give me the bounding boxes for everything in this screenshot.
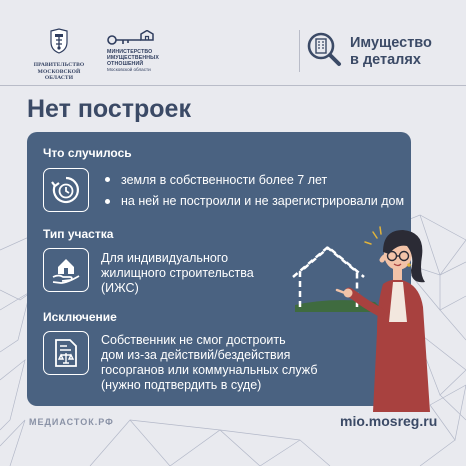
- ministry-logo-line-2: ИМУЩЕСТВЕННЫХ: [107, 55, 159, 61]
- house-in-hand-icon: [50, 254, 82, 286]
- section-heading-what-happened: Что случилось: [43, 146, 132, 160]
- government-logo-line-1: ПРАВИТЕЛЬСТВО: [33, 62, 85, 68]
- woman-pointing-at-house-outline-icon: [285, 212, 466, 412]
- section-icon-box-3: [43, 331, 89, 375]
- exception-line-1: Собственник не смог достроить: [101, 333, 286, 347]
- ministry-logo-subline: Московской области: [107, 67, 151, 72]
- exception-line-4: (нужно подтвердить в суде): [101, 378, 262, 392]
- plot-type-line-1: Для индивидуального: [101, 251, 229, 265]
- what-happened-item-1: земля в собственности более 7 лет: [121, 173, 328, 187]
- section-heading-plot-type: Тип участка: [43, 227, 114, 241]
- exception-line-2: дом из-за действий/бездействия: [101, 348, 291, 362]
- magnifier-building-icon: [306, 31, 342, 67]
- property-logo-line-2: в деталях: [350, 52, 421, 68]
- property-logo-line-1: Имущество: [350, 35, 432, 51]
- government-logo: [28, 28, 90, 82]
- ministry-logo-line-3: ОТНОШЕНИЙ: [107, 61, 144, 67]
- ministry-logo-line-1: МИНИСТЕРСТВО: [107, 49, 153, 55]
- plot-type-line-3: (ИЖС): [101, 281, 139, 295]
- property-logo-text: [350, 35, 432, 69]
- moscow-region-coat-of-arms-icon: [48, 28, 70, 54]
- page-title: Нет построек: [27, 95, 191, 123]
- government-logo-line-3: ОБЛАСТИ: [44, 75, 74, 81]
- section-heading-exception: Исключение: [43, 310, 117, 324]
- government-logo-line-2: МОСКОВСКОЙ: [37, 68, 81, 75]
- what-happened-item-2: на ней не построили и не зарегистрировали дом: [121, 194, 405, 208]
- footer-website-link[interactable]: mio.mosreg.ru: [340, 413, 438, 429]
- ministry-key-house-icon: [107, 30, 163, 46]
- plot-type-line-2: жилищного строительства: [101, 266, 254, 280]
- clock-cycle-icon: [50, 174, 82, 206]
- footer-source-mark: МЕДИАСТОК.РФ: [29, 417, 114, 427]
- header-vertical-divider: [299, 30, 300, 72]
- section-icon-box-1: [43, 168, 89, 212]
- header-divider: [0, 85, 466, 86]
- bullet-dot: [105, 199, 110, 204]
- bullet-dot: [105, 177, 110, 182]
- ministry-logo: [107, 30, 197, 73]
- exception-line-3: госорганов или коммунальных служб: [101, 363, 318, 377]
- section-icon-box-2: [43, 248, 89, 292]
- legal-document-scales-icon: [50, 337, 82, 369]
